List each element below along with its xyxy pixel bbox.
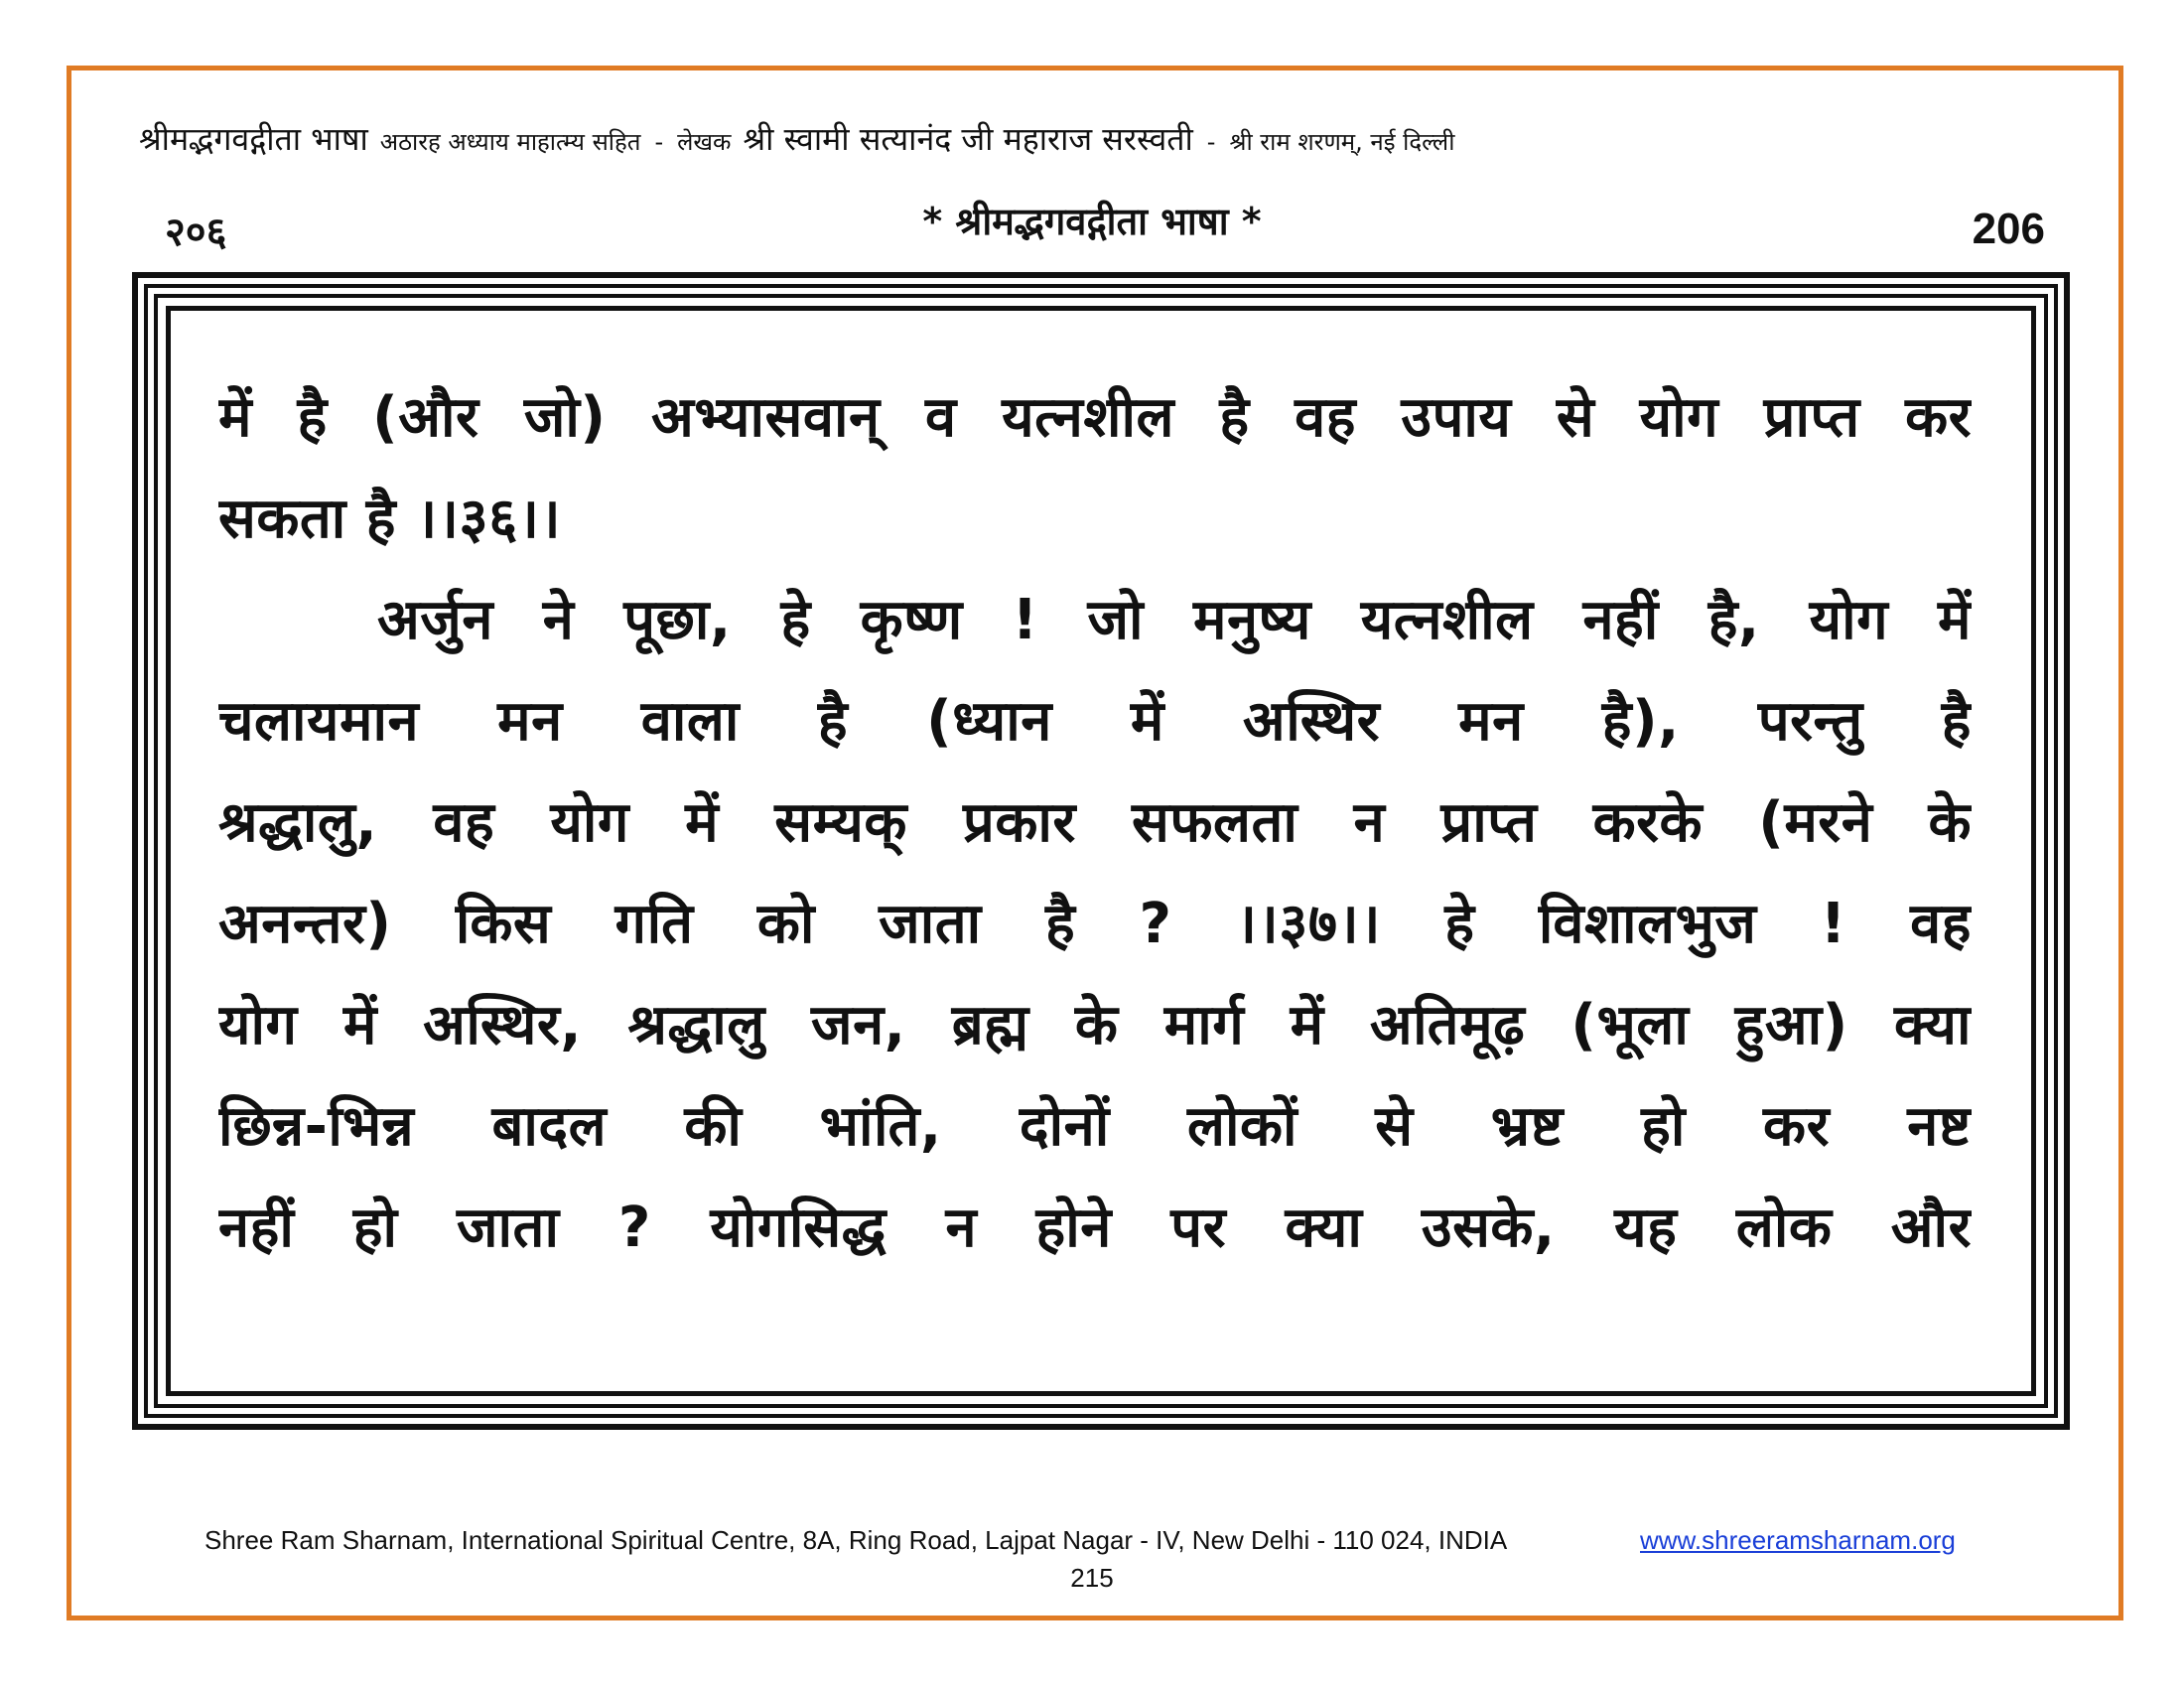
page-number-latin: 206 (1972, 205, 2045, 253)
book-header (139, 117, 2065, 167)
text-line: में है (और जो) अभ्यासवान् व यत्नशील है वह उपाय से योग प्राप्त कर (218, 385, 1972, 450)
text-line: चलायमान मन वाला है (ध्यान में अस्थिर मन है), परन्तु है (218, 689, 1972, 754)
text-line: अर्जुन ने पूछा, हे कृष्ण ! जो मनुष्य यत्नशील नहीं है, योग में (377, 588, 1972, 652)
text-line: छिन्न-भिन्न बादल की भांति, दोनों लोकों से भ्रष्ट हो कर नष्ट (218, 1094, 1972, 1159)
text-line: नहीं हो जाता ? योगसिद्ध न होने पर क्या उसके, यह लोक और (218, 1196, 1972, 1260)
text-line: सकता है ।।३६।। (218, 487, 562, 551)
text-line: श्रद्धालु, वह योग में सम्यक् प्रकार सफलता न प्राप्त करके (मरने के (218, 790, 1972, 855)
header-separator: - (654, 128, 664, 156)
author-prefix: लेखक (677, 128, 732, 156)
header-separator-2: - (1206, 128, 1216, 156)
text-line: योग में अस्थिर, श्रद्धालु जन, ब्रह्म के मार्ग में अतिमूढ़ (भूला हुआ) क्या (218, 993, 1972, 1057)
book-subtitle: अठारह अध्याय माहात्म्य सहित (379, 128, 641, 156)
page-number-devanagari: २०६ (165, 210, 227, 255)
footer-address: Shree Ram Sharnam, International Spiritual Centre, 8A, Ring Road, Lajpat Nagar - IV, New Delhi - 110 024, INDIA (205, 1525, 1508, 1555)
pdf-page-number: 215 (1070, 1563, 1114, 1593)
website-link[interactable]: www.shreeramsharnam.org (1640, 1525, 1956, 1555)
book-title: श्रीमद्भगवद्गीता भाषा (139, 120, 368, 158)
running-title: * श्रीमद्भगवद्गीता भाषा * (922, 200, 1262, 243)
text-line: अनन्तर) किस गति को जाता है ? ।।३७।। हे विशालभुज ! वह (218, 892, 1972, 956)
publisher-name: श्री राम शरणम्, नई दिल्ली (1229, 128, 1455, 156)
verse-text-block (218, 367, 1972, 1279)
author-name: श्री स्वामी सत्यानंद जी महाराज सरस्वती (743, 120, 1193, 158)
